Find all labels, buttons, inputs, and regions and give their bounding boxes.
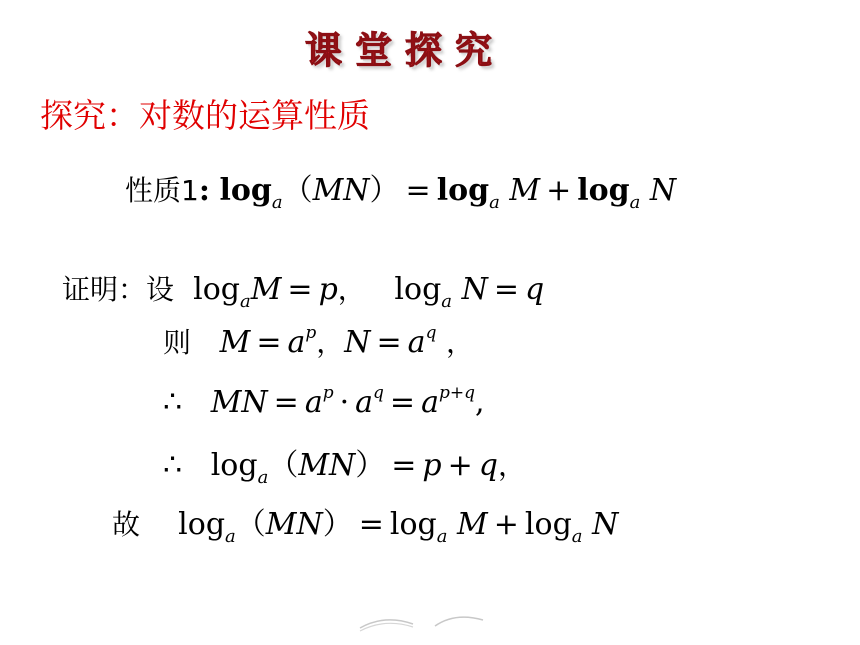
var-a-3: a <box>304 385 323 420</box>
base-4: a <box>239 291 251 312</box>
var-q-1: q <box>524 272 545 307</box>
then-label: 则 <box>163 326 192 359</box>
proof-label: 证明：设 <box>62 273 175 306</box>
equals-7: = <box>389 385 416 420</box>
comma-1: , <box>474 385 485 420</box>
log-3: log <box>577 173 630 208</box>
base-7: a <box>225 526 236 547</box>
proof-conclusion <box>112 507 619 547</box>
exp-p-plus-q: p+q <box>438 383 475 403</box>
log-4: log <box>193 272 240 307</box>
plus-1: + <box>546 173 572 208</box>
var-mn-3: MN <box>265 507 323 542</box>
log-6: log <box>210 448 258 483</box>
proof-line-1 <box>62 272 545 312</box>
lparen-2: （ <box>268 448 299 483</box>
exp-p-1: p <box>305 323 317 343</box>
proof-line-2 <box>163 323 475 360</box>
lparen-1: （ <box>282 173 313 208</box>
var-q-2: q <box>478 448 498 483</box>
log-9: log <box>524 507 572 542</box>
cdot-1: · <box>339 385 350 420</box>
base-3: a <box>629 192 641 213</box>
log-7: log <box>178 507 226 542</box>
arg-n-1: N <box>649 173 677 208</box>
var-p-2: p <box>422 448 442 483</box>
arg-mn-1: MN <box>312 173 370 208</box>
log-8: log <box>389 507 437 542</box>
var-a-4: a <box>355 385 374 420</box>
therefore-2: ∴ <box>163 448 183 483</box>
base-8: a <box>436 526 448 547</box>
banner <box>300 22 510 72</box>
comma-cn-4: ， <box>498 449 527 482</box>
rparen-3: ） <box>322 507 353 542</box>
base-2: a <box>489 192 500 213</box>
base-5: a <box>441 291 453 312</box>
therefore-1: ∴ <box>163 385 183 420</box>
var-mn-1: MN <box>210 385 268 420</box>
var-p-1: p <box>318 272 338 307</box>
var-a-1: a <box>287 325 306 360</box>
decorative-swoosh-icon <box>355 610 495 634</box>
property-1-formula <box>125 173 677 213</box>
exp-p-2: p <box>322 383 334 403</box>
equals-8: = <box>391 448 417 483</box>
plus-3: + <box>493 507 519 542</box>
comma-cn-3: ， <box>446 326 475 359</box>
var-a-5: a <box>421 385 439 420</box>
equals-4: = <box>256 325 282 360</box>
var-m-3: M <box>219 325 251 360</box>
var-n-3: N <box>344 325 371 360</box>
equals-5: = <box>376 325 402 360</box>
var-mn-2: MN <box>298 448 356 483</box>
equals-3: = <box>493 272 519 307</box>
comma-cn-2: ， <box>316 326 345 359</box>
section-heading: 探究：对数的运算性质 <box>40 96 370 135</box>
conclusion-label: 故 <box>112 508 141 541</box>
var-m-4: M <box>457 507 488 542</box>
log-5: log <box>394 272 442 307</box>
proof-line-4 <box>163 448 527 488</box>
exp-q-2: q <box>373 383 384 403</box>
rparen-2: ） <box>355 448 386 483</box>
lparen-3: （ <box>235 507 266 542</box>
equals-9: = <box>358 507 384 542</box>
equals-2: = <box>287 272 313 307</box>
property-colon: : <box>198 173 210 208</box>
banner-title: 课堂探究 <box>305 29 505 72</box>
var-a-2: a <box>407 325 426 360</box>
log-1: log <box>219 173 272 208</box>
equals-1: = <box>405 173 431 208</box>
base-1: a <box>271 192 283 213</box>
var-m-2: M <box>250 272 282 307</box>
var-n-2: N <box>461 272 488 307</box>
base-9: a <box>571 526 583 547</box>
arg-m-1: M <box>509 173 541 208</box>
var-n-4: N <box>592 507 619 542</box>
comma-cn-1: ， <box>337 273 366 306</box>
proof-line-3 <box>163 383 485 420</box>
base-6: a <box>257 467 269 488</box>
rparen-1: ） <box>369 173 400 208</box>
property-label: 性质1 <box>125 174 199 207</box>
exp-q-1: q <box>425 323 437 343</box>
log-2: log <box>436 173 490 208</box>
plus-2: + <box>447 448 473 483</box>
equals-6: = <box>273 385 299 420</box>
